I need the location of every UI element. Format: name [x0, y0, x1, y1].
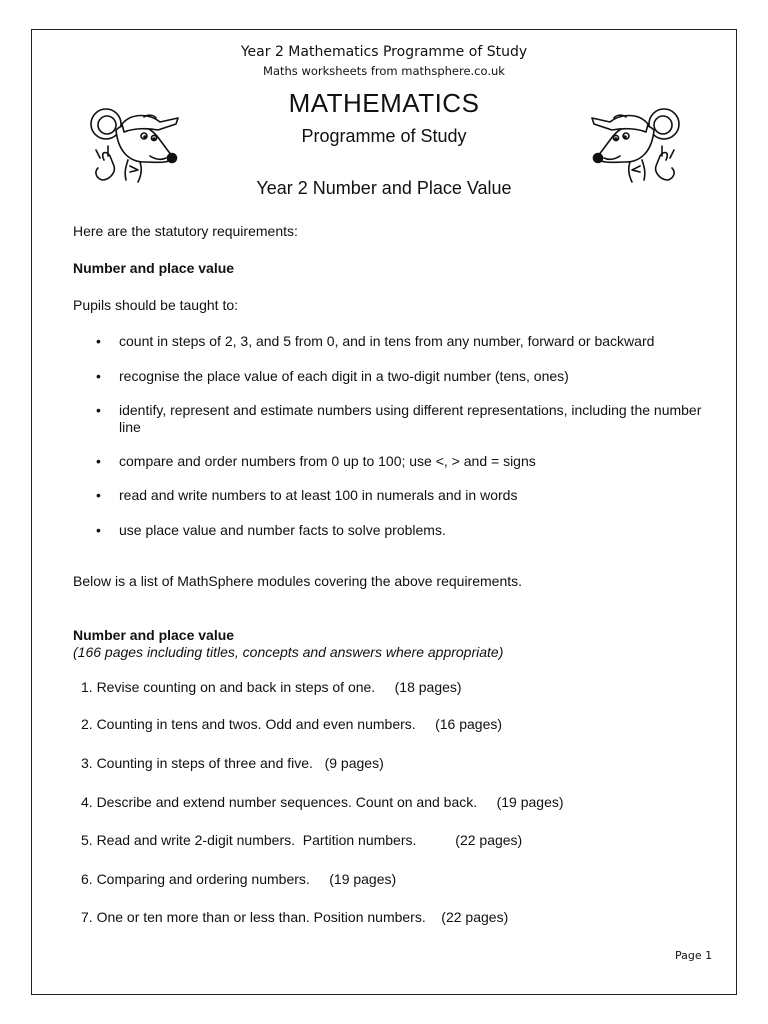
document-subtitle: Programme of Study	[301, 126, 467, 146]
page-number: Page 1	[675, 949, 713, 962]
module-item: 5. Read and write 2-digit numbers. Partition numbers. (22 pages)	[81, 832, 523, 848]
document-title: MATHEMATICS	[288, 88, 480, 118]
requirements-heading: Number and place value	[73, 260, 235, 276]
bullet-mark: •	[96, 402, 101, 418]
section-title: Year 2 Number and Place Value	[256, 178, 512, 198]
modules-heading: Number and place value	[73, 627, 235, 643]
bullet-mark: •	[96, 333, 101, 349]
bullet-mark: •	[96, 368, 101, 384]
header-title: Year 2 Mathematics Programme of Study	[240, 44, 528, 60]
module-item: 6. Comparing and ordering numbers. (19 pages)	[81, 871, 397, 887]
module-item: 3. Counting in steps of three and five. (9 pages)	[81, 755, 384, 771]
bullet-mark: •	[96, 487, 101, 503]
intro-text: Here are the statutory requirements:	[73, 223, 298, 239]
module-item: 1. Revise counting on and back in steps of one. (18 pages)	[81, 679, 462, 695]
requirements-lead: Pupils should be taught to:	[73, 297, 239, 313]
list-item-text: count in steps of 2, 3, and 5 from 0, and in tens from any number, forward or backward	[119, 333, 655, 349]
list-item-text: compare and order numbers from 0 up to 100; use <, > and = signs	[119, 453, 536, 469]
header-source: Maths worksheets from mathsphere.co.uk	[263, 64, 505, 78]
list-item-text: read and write numbers to at least 100 in numerals and in words	[119, 487, 518, 503]
list-item-text: use place value and number facts to solve problems.	[119, 522, 446, 538]
modules-note: (166 pages including titles, concepts and answers where appropriate)	[73, 644, 504, 660]
module-item: 2. Counting in tens and twos. Odd and even numbers. (16 pages)	[81, 716, 503, 732]
bullet-mark: •	[96, 453, 101, 469]
bullet-mark: •	[96, 522, 101, 538]
list-item-text: identify, represent and estimate numbers using different representations, including the number line	[119, 402, 702, 435]
module-item: 4. Describe and extend number sequences. Count on and back. (19 pages)	[81, 794, 564, 810]
modules-intro: Below is a list of MathSphere modules covering the above requirements.	[73, 573, 523, 589]
list-item-text: recognise the place value of each digit in a two-digit number (tens, ones)	[119, 368, 569, 384]
module-item: 7. One or ten more than or less than. Position numbers. (22 pages)	[81, 909, 509, 925]
